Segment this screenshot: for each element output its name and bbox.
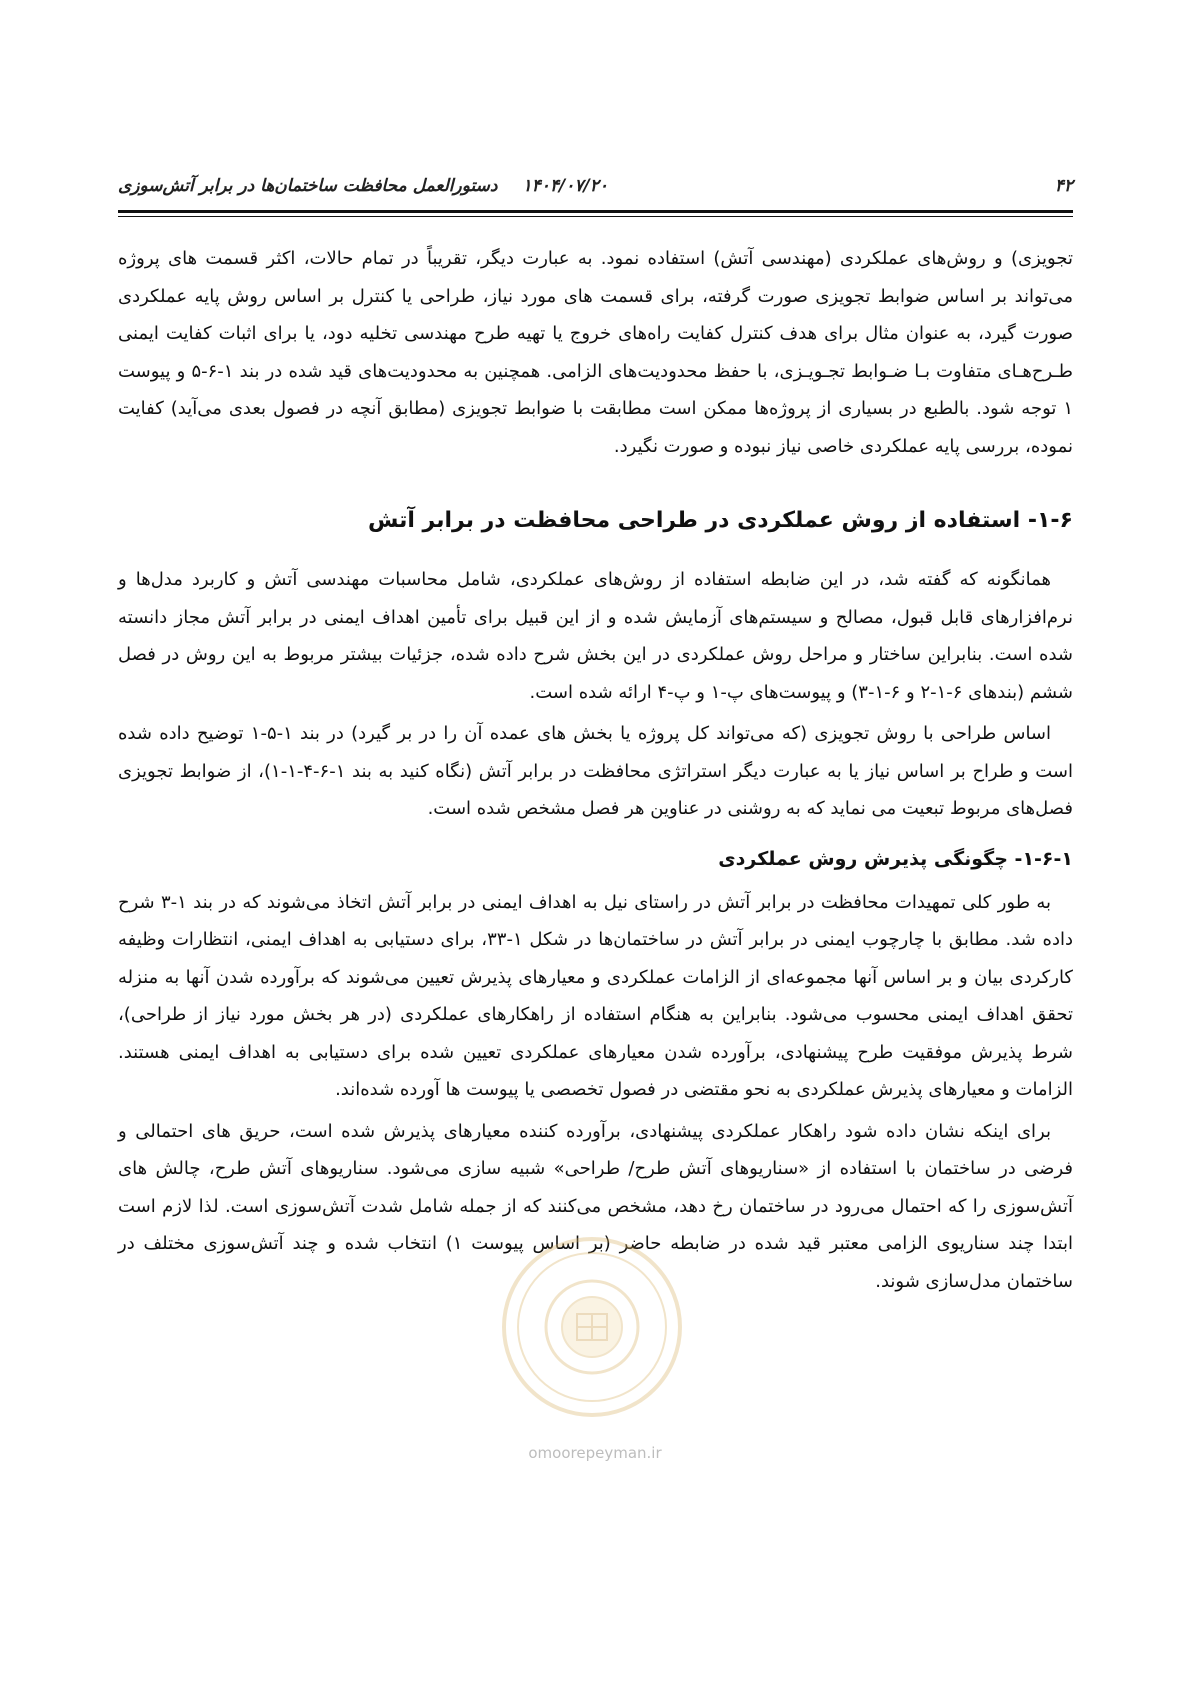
section-1-6-1-paragraph: به طور کلی تمهیدات محافظت در برابر آتش در راستای نیل به اهداف ایمنی در برابر آتش اتخاذ می‌شوند که در بند ۱-۳ شرح داده شد. مطابق با چارچوب ایمنی در برابر آتش در ساختمان‌ها در شکل ۱-۳۳، برای دستیابی به اهداف ایمنی، انتظارات وظیفه کارکردی بیان و بر اساس آنها مجموعه‌ای از الزامات عملکردی و معیارهای پذیرش تعیین می‌شوند که برآورده شدن آنها به منزله تحقق اهداف ایمنی محسوب می‌شود. بنابراین به هنگام استفاده از راهکارهای عملکردی (در هر بخش مورد نیاز از طراحی)، شرط پذیرش موفقیت طرح پیشنهادی، برآورده شدن معیارهای عملکردی تعیین شده برای دستیابی به اهداف ایمنی هستند. الزامات و معیارهای پذیرش عملکردی به نحو مقتضی در فصول تخصصی یا پیوست ها آورده شده‌اند.	[118, 891, 1073, 1100]
intro-paragraph: تجویزی) و روش‌های عملکردی (مهندسی آتش) استفاده نمود. به عبارت دیگر، تقریباً در تمام حالات، اکثر قسمت های پروژه می‌تواند بر اساس ضوابط تجویزی صورت گرفته، برای قسمت های مورد نیاز، طراحی یا کنترل بر اساس روش پایه عملکردی صورت گیرد، به عنوان مثال برای هدف کنترل کفایت راه‌های خروج یا تهیه طرح مهندسی تخلیه دود، یا برای اثبات کفایت ایمنی طـرح‌هـای متفاوت بـا ضـوابط تجـویـزی، با حفظ محدودیت‌های الزامی. همچنین به محدودیت‌های قید شده در بند ۱-۶-۵ و پیوست ۱ توجه شود. بالطبع در بسیاری از پروژه‌ها ممکن است مطابقت با ضوابط تجویزی (مطابق آنچه در فصول بعدی می‌آید) کفایت نموده، بررسی پایه عملکردی خاصی نیاز نبوده و صورت نگیرد.	[118, 248, 1074, 457]
section-1-6-1-paragraph: برای اینکه نشان داده شود راهکار عملکردی پیشنهادی، برآورده کننده معیارهای پذیرش شده است، حریق های احتمالی و فرضی در ساختمان با استفاده از «سناریوهای آتش طرح/ طراحی» شبیه سازی می‌شود. سناریوهای آتش طرح، چالش های آتش‌سوزی را که احتمال می‌رود در ساختمان رخ دهد، مشخص می‌کنند که از جمله شامل شدت آتش‌سوزی است. لذا لازم است ابتدا چند سناریوی الزامی معتبر قید شده در ضابطه حاضر (بر اساس پیوست ۱) انتخاب شده و چند آتش‌سوزی مختلف در ساختمان مدل‌سازی شوند.	[118, 1120, 1073, 1292]
watermark-url: omoorepeyman.ir	[528, 1444, 662, 1462]
section-heading-1-6: ۱-۶- استفاده از روش عملکردی در طراحی محافظت در برابر آتش	[367, 508, 1073, 533]
section-1-6-paragraph: اساس طراحی با روش تجویزی (که می‌تواند کل پروژه یا بخش های عمده آن را در بر گیرد) در بند ۱-۵-۱ توضیح داده شده است و طراح بر اساس نیاز یا به عبارت دیگر استراتژی محافظت در برابر آتش (نگاه کنید به بند ۱-۶-۴-۱-۱)، از ضوابط تجویزی فصل‌های مربوط تبعیت می نماید که به روشنی در عناوین هر فصل مشخص شده است.	[118, 723, 1073, 819]
section-heading-1-6-1: ۱-۶-۱- چگونگی پذیرش روش عملکردی	[718, 847, 1073, 870]
page-number: ۴۲	[1054, 176, 1073, 196]
page-header	[118, 176, 1073, 206]
section-1-6-paragraph: همانگونه که گفته شد، در این ضابطه استفاده از روش‌های عملکردی، شامل محاسبات مهندسی آتش و کاربرد مدل‌ها و نرم‌افزارهای قابل قبول، مصالح و سیستم‌های آزمایش شده و از این قبیل برای تأمین اهداف ایمنی در برابر آتش مجاز دانسته شده است. بنابراین ساختار و مراحل روش عملکردی در این بخش شرح داده شده، جزئیات بیشتر مربوط به این روش در فصل ششم (بندهای ۶-۱-۲ و ۶-۱-۳) و پیوست‌های پ-۱ و پ-۴ ارائه شده است.	[118, 569, 1073, 703]
header-rule-thin	[118, 216, 1073, 217]
header-date: ۱۴۰۴/۰۷/۲۰	[522, 176, 608, 196]
header-title: دستورالعمل محافظت ساختمان‌ها در برابر آتش‌سوزی	[118, 176, 498, 196]
page-body	[118, 240, 1073, 1300]
watermark-seal-icon	[497, 1232, 687, 1422]
header-rule-thick	[118, 210, 1073, 213]
